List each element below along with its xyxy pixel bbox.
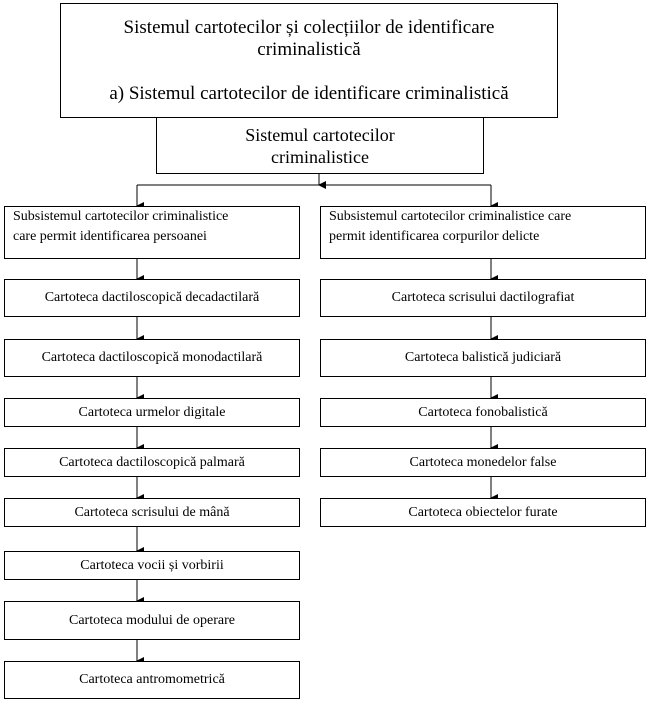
left-item-node: Cartoteca scrisului de mână [4, 498, 300, 527]
root-node-line2: criminalistice [271, 146, 369, 167]
left-subsystem-line2: care permit identificarea persoanei [13, 229, 207, 244]
left-item-node: Cartoteca vocii și vorbirii [4, 551, 300, 580]
left-item-node: Cartoteca dactiloscopică palmară [4, 448, 300, 477]
right-item-node: Cartoteca balistică judiciară [320, 339, 646, 377]
right-subsystem-line1: Subsistemul cartotecilor criminalistice care [329, 209, 572, 224]
left-subsystem-line1: Subsistemul cartotecilor criminalistice [13, 209, 229, 224]
right-subsystem-node [320, 206, 646, 259]
left-item-node: Cartoteca urmelor digitale [4, 398, 300, 427]
left-item-node: Cartoteca dactiloscopică decadactilară [4, 279, 300, 317]
left-item-node: Cartoteca antromometrică [4, 661, 300, 699]
root-node-line1: Sistemul cartotecilor [245, 124, 395, 145]
header-title-line1: Sistemul cartotecilor și colecțiilor de identificare [123, 16, 495, 38]
left-item-node: Cartoteca modului de operare [4, 601, 300, 640]
right-item-node: Cartoteca obiectelor furate [320, 498, 646, 527]
right-item-node: Cartoteca fonobalistică [320, 398, 646, 427]
right-item-node: Cartoteca monedelor false [320, 448, 646, 477]
right-subsystem-line2: permit identificarea corpurilor delicte [329, 229, 540, 244]
root-node [156, 117, 484, 174]
header-subtitle: a) Sistemul cartotecilor de identificare criminalistică [109, 82, 509, 104]
header-title-line2: criminalistică [257, 38, 361, 60]
left-subsystem-node [4, 206, 300, 259]
header-box [60, 3, 558, 118]
right-item-node: Cartoteca scrisului dactilografiat [320, 279, 646, 317]
left-item-node: Cartoteca dactiloscopică monodactilară [4, 339, 300, 377]
